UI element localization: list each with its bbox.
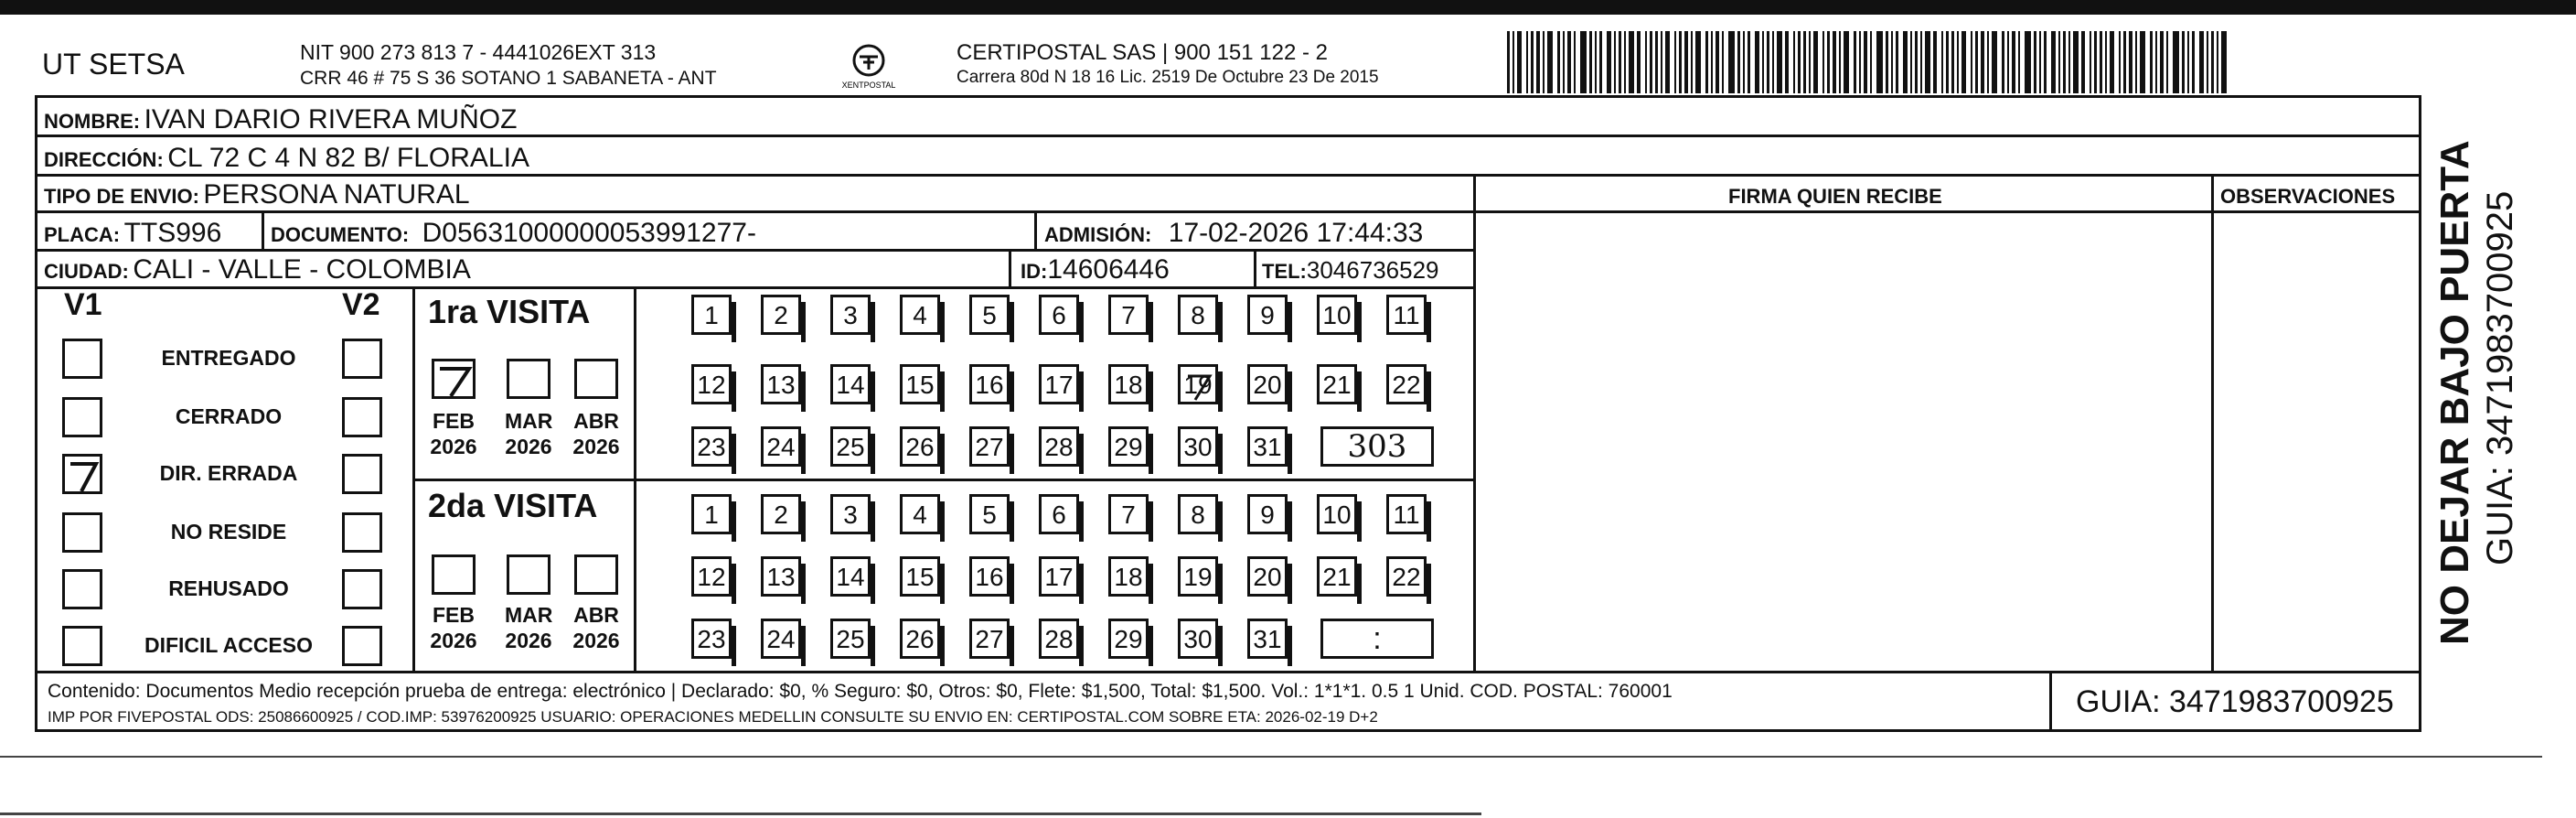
tipo-envio-label: TIPO DE ENVIO: bbox=[44, 185, 199, 208]
barcode-bar bbox=[1531, 31, 1534, 93]
second-visit-day-box[interactable]: 27 bbox=[969, 619, 1010, 659]
barcode-bar bbox=[1567, 31, 1571, 93]
first-visit-day-box[interactable]: 23 bbox=[691, 426, 732, 467]
barcode-bar bbox=[1526, 31, 1528, 93]
admision-value: 17-02-2026 17:44:33 bbox=[1168, 218, 1424, 248]
barcode-bar bbox=[1981, 31, 1984, 93]
barcode-bar bbox=[1517, 31, 1522, 93]
barcode-bar bbox=[1762, 31, 1764, 93]
barcode-bar bbox=[1920, 31, 1922, 93]
v2-checkbox[interactable] bbox=[342, 397, 382, 437]
second-visit-day-box[interactable]: 2 bbox=[761, 494, 801, 534]
barcode-bar bbox=[1711, 31, 1713, 93]
status-option-label: REHUSADO bbox=[168, 576, 289, 600]
direccion-value: CL 72 C 4 N 82 B/ FLORALIA bbox=[167, 143, 529, 173]
second-visit-month-label bbox=[572, 602, 620, 653]
barcode-bar bbox=[1512, 31, 1514, 93]
first-visit-day-box[interactable]: 19 bbox=[1178, 364, 1218, 404]
month-year: 2026 bbox=[430, 435, 477, 458]
barcode-bar bbox=[2018, 31, 2020, 93]
barcode-bar bbox=[2051, 31, 2056, 93]
v1-label: V1 bbox=[64, 287, 102, 322]
id-label: ID: bbox=[1021, 260, 1048, 283]
footer-imp-line: IMP POR FIVEPOSTAL ODS: 25086600925 / COD.IMP: 53976200925 USUARIO: OPERACIONES MEDELLIN CONSULTE SU ENVIO EN: CERTIPOSTAL.COM SOBRE ETA: 2026-02-19 D+2 bbox=[48, 708, 1378, 726]
tel-cell bbox=[1262, 256, 1439, 285]
documento-value: D05631000000053991277- bbox=[422, 218, 756, 248]
first-visit-day-box[interactable]: 25 bbox=[830, 426, 871, 467]
barcode-bar bbox=[1547, 31, 1553, 93]
v2-checkbox[interactable] bbox=[342, 626, 382, 666]
barcode-bar bbox=[1755, 31, 1759, 93]
barcode-bar bbox=[1674, 31, 1676, 93]
status-option-label: DIFICIL ACCESO bbox=[144, 633, 313, 657]
second-visit-time-box[interactable]: : bbox=[1320, 619, 1434, 659]
second-visit-day-box[interactable]: 1 bbox=[691, 494, 732, 534]
first-visit-day-box[interactable]: 24 bbox=[761, 426, 801, 467]
barcode-bar bbox=[1772, 31, 1774, 93]
barcode-bar bbox=[1987, 31, 1989, 93]
v1-checkbox[interactable] bbox=[62, 339, 102, 379]
tipo-envio-value: PERSONA NATURAL bbox=[203, 179, 470, 210]
first-visit-day-box[interactable]: 20 bbox=[1247, 364, 1288, 404]
barcode-bar bbox=[2007, 31, 2009, 93]
first-visit-month-checkbox[interactable] bbox=[574, 359, 618, 399]
first-visit-day-box[interactable]: 3 bbox=[830, 295, 871, 335]
second-visit-day-box[interactable]: 16 bbox=[969, 556, 1010, 597]
v2-label: V2 bbox=[342, 287, 380, 322]
barcode-bar bbox=[2166, 31, 2168, 93]
month-name: ABR bbox=[573, 409, 619, 433]
license-line: Carrera 80d N 18 16 Lic. 2519 De Octubre 23 De 2015 bbox=[957, 68, 1379, 87]
barcode-bar bbox=[1599, 31, 1602, 93]
bottom-edge-line bbox=[0, 813, 1481, 815]
tel-value: 3046736529 bbox=[1306, 256, 1439, 284]
barcode-bar bbox=[1961, 31, 1966, 93]
second-visit-day-box[interactable]: 19 bbox=[1178, 556, 1218, 597]
barcode-bar bbox=[1536, 31, 1540, 93]
first-visit-label: 1ra VISITA bbox=[428, 293, 591, 330]
first-visit-day-box[interactable]: 18 bbox=[1108, 364, 1149, 404]
first-visit-day-box[interactable]: 10 bbox=[1317, 295, 1357, 335]
first-visit-month-label bbox=[430, 408, 477, 459]
certipostal-line: CERTIPOSTAL SAS | 900 151 122 - 2 bbox=[957, 40, 1328, 65]
status-option-label: ENTREGADO bbox=[161, 346, 296, 370]
check-mark-icon bbox=[65, 457, 102, 493]
barcode-bar bbox=[1743, 31, 1745, 93]
barcode-bar bbox=[2034, 31, 2036, 93]
barcode-bar bbox=[1864, 31, 1867, 93]
first-visit-day-box[interactable]: 11 bbox=[1386, 295, 1427, 335]
v1-checkbox[interactable] bbox=[62, 512, 102, 553]
barcode-bar bbox=[1655, 31, 1658, 93]
second-visit-day-box[interactable]: 9 bbox=[1247, 494, 1288, 534]
second-visit-month-label bbox=[505, 602, 552, 653]
first-visit-day-box[interactable]: 4 bbox=[900, 295, 940, 335]
placa-label: PLACA: bbox=[44, 223, 121, 246]
tel-label: TEL: bbox=[1262, 260, 1307, 283]
barcode-bar bbox=[1910, 31, 1912, 93]
barcode-bar bbox=[1957, 31, 1959, 93]
barcode-bar bbox=[2135, 31, 2137, 93]
barcode-bar bbox=[1507, 31, 1510, 93]
placa-cell bbox=[44, 218, 221, 249]
month-name: ABR bbox=[573, 603, 619, 627]
first-visit-month-checkbox[interactable] bbox=[507, 359, 550, 399]
barcode-bar bbox=[1886, 31, 1888, 93]
barcode-bar bbox=[1645, 31, 1647, 93]
second-visit-month-checkbox[interactable] bbox=[507, 554, 550, 595]
second-visit-day-box[interactable]: 23 bbox=[691, 619, 732, 659]
ciudad-value: CALI - VALLE - COLOMBIA bbox=[133, 254, 471, 285]
barcode-bar bbox=[1971, 31, 1972, 93]
first-visit-day-box[interactable]: 30 bbox=[1178, 426, 1218, 467]
barcode-bar bbox=[1975, 31, 1978, 93]
second-visit-day-box[interactable]: 30 bbox=[1178, 619, 1218, 659]
documento-label: DOCUMENTO: bbox=[271, 223, 410, 246]
first-visit-day-box[interactable]: 7 bbox=[1108, 295, 1149, 335]
v1-checkbox[interactable] bbox=[62, 626, 102, 666]
month-year: 2026 bbox=[505, 435, 552, 458]
second-visit-day-box[interactable]: 20 bbox=[1247, 556, 1288, 597]
second-visit-month-checkbox[interactable] bbox=[574, 554, 618, 595]
barcode-bar bbox=[2094, 31, 2097, 93]
second-visit-day-box[interactable]: 15 bbox=[900, 556, 940, 597]
barcode-bar bbox=[2002, 31, 2004, 93]
first-visit-month-checkbox[interactable] bbox=[432, 359, 476, 399]
second-visit-day-box[interactable]: 14 bbox=[830, 556, 871, 597]
barcode-bar bbox=[1903, 31, 1908, 93]
barcode-bar bbox=[1619, 31, 1621, 93]
barcode-bar bbox=[1813, 31, 1818, 93]
second-visit-day-box[interactable]: 28 bbox=[1039, 619, 1079, 659]
barcode-bar bbox=[1870, 31, 1872, 93]
first-visit-day-box[interactable]: 28 bbox=[1039, 426, 1079, 467]
barcode-bar bbox=[2044, 31, 2047, 93]
second-visit-day-box[interactable]: 18 bbox=[1108, 556, 1149, 597]
v1-checkbox[interactable] bbox=[62, 569, 102, 609]
first-visit-day-box[interactable]: 22 bbox=[1386, 364, 1427, 404]
barcode-bar bbox=[2105, 31, 2107, 93]
second-visit-day-box[interactable]: 8 bbox=[1178, 494, 1218, 534]
barcode-bar bbox=[2187, 31, 2189, 93]
barcode-bar bbox=[1946, 31, 1949, 93]
nombre-row bbox=[44, 104, 517, 135]
id-cell bbox=[1021, 254, 1170, 285]
day-mark-icon bbox=[1182, 369, 1215, 402]
second-visit-day-box[interactable]: 4 bbox=[900, 494, 940, 534]
barcode-bar bbox=[1614, 31, 1616, 93]
placa-value: TTS996 bbox=[123, 218, 222, 248]
barcode-bar bbox=[2173, 31, 2179, 93]
barcode-bar bbox=[2207, 31, 2208, 93]
first-visit-day-box[interactable]: 21 bbox=[1317, 364, 1357, 404]
first-visit-day-box[interactable]: 27 bbox=[969, 426, 1010, 467]
barcode-bar bbox=[2063, 31, 2066, 93]
barcode-bar bbox=[2119, 31, 2121, 93]
barcode-bar bbox=[2090, 31, 2091, 93]
barcode-bar bbox=[1589, 31, 1592, 93]
barcode-bar bbox=[2068, 31, 2070, 93]
first-visit-time-box[interactable]: 303 bbox=[1320, 426, 1434, 467]
barcode-bar bbox=[1933, 31, 1937, 93]
barcode-bar bbox=[2012, 31, 2015, 93]
barcode-bar bbox=[2192, 31, 2195, 93]
barcode-bar bbox=[1607, 31, 1611, 93]
barcode-bar bbox=[2140, 31, 2145, 93]
footer-guia: GUIA: 3471983700925 bbox=[2076, 684, 2394, 719]
barcode-bar bbox=[1716, 31, 1719, 93]
first-visit-day-box[interactable]: 12 bbox=[691, 364, 732, 404]
barcode-bar bbox=[1803, 31, 1806, 93]
barcode-bar bbox=[1722, 31, 1724, 93]
barcode-bar bbox=[1951, 31, 1954, 93]
firma-label: FIRMA QUIEN RECIBE bbox=[1728, 185, 1942, 208]
second-visit-day-box[interactable]: 13 bbox=[761, 556, 801, 597]
second-visit-day-box[interactable]: 10 bbox=[1317, 494, 1357, 534]
barcode-bar bbox=[1580, 31, 1587, 93]
first-visit-day-box[interactable]: 15 bbox=[900, 364, 940, 404]
second-visit-day-box[interactable]: 31 bbox=[1247, 619, 1288, 659]
barcode-bar bbox=[2123, 31, 2126, 93]
side-guia: GUIA: 3471983700925 bbox=[2480, 190, 2520, 565]
nit-line: NIT 900 273 813 7 - 4441026EXT 313 bbox=[300, 40, 657, 64]
month-name: MAR bbox=[505, 409, 553, 433]
status-option-label: NO RESIDE bbox=[170, 520, 287, 544]
barcode-bar bbox=[2160, 31, 2164, 93]
barcode-bar bbox=[1891, 31, 1893, 93]
first-visit-day-box[interactable]: 1 bbox=[691, 295, 732, 335]
month-name: MAR bbox=[505, 603, 553, 627]
barcode-bar bbox=[1684, 31, 1688, 93]
first-visit-day-box[interactable]: 17 bbox=[1039, 364, 1079, 404]
first-visit-day-box[interactable]: 2 bbox=[761, 295, 801, 335]
barcode-bar bbox=[1543, 31, 1545, 93]
top-black-bar bbox=[0, 0, 2576, 15]
second-visit-day-box[interactable]: 3 bbox=[830, 494, 871, 534]
barcode-bar bbox=[1728, 31, 1735, 93]
second-visit-month-checkbox[interactable] bbox=[432, 554, 476, 595]
barcode-bar bbox=[1992, 31, 1997, 93]
barcode-bar bbox=[1844, 31, 1849, 93]
status-option-label: CERRADO bbox=[175, 404, 283, 428]
barcode-bar bbox=[1833, 31, 1836, 93]
nombre-value: IVAN DARIO RIVERA MUÑOZ bbox=[144, 104, 518, 135]
barcode-bar bbox=[2211, 31, 2214, 93]
barcode-bar bbox=[1737, 31, 1740, 93]
v2-checkbox[interactable] bbox=[342, 454, 382, 494]
first-visit-day-box[interactable]: 8 bbox=[1178, 295, 1218, 335]
barcode-bar bbox=[1798, 31, 1801, 93]
direccion-row bbox=[44, 143, 529, 174]
barcode-bar bbox=[1665, 31, 1670, 93]
barcode-bar bbox=[1941, 31, 1943, 93]
check-mark-icon bbox=[434, 361, 475, 398]
first-visit-day-box[interactable]: 5 bbox=[969, 295, 1010, 335]
barcode-bar bbox=[1785, 31, 1789, 93]
second-visit-day-box[interactable]: 17 bbox=[1039, 556, 1079, 597]
barcode-bar bbox=[1691, 31, 1693, 93]
second-visit-month-label bbox=[430, 602, 477, 653]
barcode-bar bbox=[1809, 31, 1811, 93]
second-visit-day-box[interactable]: 26 bbox=[900, 619, 940, 659]
barcode bbox=[1507, 31, 2239, 93]
v1-checkbox[interactable] bbox=[62, 397, 102, 437]
first-visit-day-box[interactable]: 31 bbox=[1247, 426, 1288, 467]
v2-checkbox[interactable] bbox=[342, 512, 382, 553]
barcode-bar bbox=[1624, 31, 1626, 93]
barcode-bar bbox=[2100, 31, 2102, 93]
barcode-bar bbox=[2150, 31, 2153, 93]
first-visit-day-box[interactable]: 16 bbox=[969, 364, 1010, 404]
barcode-bar bbox=[2025, 31, 2031, 93]
v1-checkbox[interactable] bbox=[62, 454, 102, 494]
barcode-bar bbox=[1827, 31, 1830, 93]
barcode-bar bbox=[2073, 31, 2079, 93]
barcode-bar bbox=[1925, 31, 1930, 93]
barcode-bar bbox=[1915, 31, 1918, 93]
barcode-bar bbox=[1896, 31, 1898, 93]
barcode-bar bbox=[1777, 31, 1782, 93]
barcode-bar bbox=[2129, 31, 2132, 93]
direccion-label: DIRECCIÓN: bbox=[44, 148, 164, 171]
barcode-bar bbox=[1595, 31, 1597, 93]
barcode-bar bbox=[1629, 31, 1634, 93]
first-visit-day-box[interactable]: 26 bbox=[900, 426, 940, 467]
barcode-bar bbox=[1854, 31, 1856, 93]
barcode-bar bbox=[1661, 31, 1662, 93]
admision-cell bbox=[1044, 218, 1423, 249]
barcode-bar bbox=[1767, 31, 1769, 93]
ciudad-label: CIUDAD: bbox=[44, 260, 129, 283]
second-visit-label: 2da VISITA bbox=[428, 487, 598, 524]
month-year: 2026 bbox=[505, 629, 552, 652]
barcode-bar bbox=[2081, 31, 2085, 93]
month-year: 2026 bbox=[430, 629, 477, 652]
barcode-bar bbox=[1793, 31, 1795, 93]
address-line: CRR 46 # 75 S 36 SOTANO 1 SABANETA - ANT bbox=[300, 68, 717, 89]
first-visit-day-box[interactable]: 29 bbox=[1108, 426, 1149, 467]
second-visit-day-box[interactable]: 22 bbox=[1386, 556, 1427, 597]
second-visit-day-box[interactable]: 21 bbox=[1317, 556, 1357, 597]
second-visit-day-box[interactable]: 6 bbox=[1039, 494, 1079, 534]
barcode-bar bbox=[1557, 31, 1560, 93]
barcode-bar bbox=[2058, 31, 2060, 93]
first-visit-month-label bbox=[572, 408, 620, 459]
barcode-bar bbox=[1876, 31, 1883, 93]
logo-text: XENTPOSTAL bbox=[841, 81, 896, 90]
second-visit-day-box[interactable]: 25 bbox=[830, 619, 871, 659]
month-year: 2026 bbox=[572, 435, 620, 458]
v2-checkbox[interactable] bbox=[342, 569, 382, 609]
barcode-bar bbox=[1748, 31, 1750, 93]
second-visit-day-box[interactable]: 7 bbox=[1108, 494, 1149, 534]
status-option-label: DIR. ERRADA bbox=[159, 461, 298, 485]
certipostal-logo bbox=[841, 40, 896, 95]
ciudad-cell bbox=[44, 254, 471, 285]
barcode-bar bbox=[2221, 31, 2227, 93]
first-visit-day-box[interactable]: 9 bbox=[1247, 295, 1288, 335]
first-visit-month-label bbox=[505, 408, 552, 459]
barcode-bar bbox=[2182, 31, 2185, 93]
barcode-bar bbox=[1695, 31, 1701, 93]
barcode-bar bbox=[1637, 31, 1641, 93]
second-visit-day-box[interactable]: 12 bbox=[691, 556, 732, 597]
barcode-bar bbox=[1705, 31, 1708, 93]
first-visit-day-box[interactable]: 13 bbox=[761, 364, 801, 404]
tipo-envio-row bbox=[44, 179, 470, 210]
month-name: FEB bbox=[433, 603, 475, 627]
barcode-bar bbox=[1822, 31, 1824, 93]
first-visit-day-box[interactable]: 6 bbox=[1039, 295, 1079, 335]
barcode-bar bbox=[1563, 31, 1565, 93]
nombre-label: NOMBRE: bbox=[44, 110, 141, 133]
second-visit-day-box[interactable]: 24 bbox=[761, 619, 801, 659]
barcode-bar bbox=[2039, 31, 2041, 93]
footer-content-line: Contenido: Documentos Medio recepción prueba de entrega: electrónico | Declarado: $0, % Seguro: $0, Otros: $0, Flete: $1,500, Total: $1,500. Vol.: 1*1*1. 0.5 1 Unid. COD. POSTAL: 760001 bbox=[48, 681, 1673, 702]
admision-label: ADMISIÓN: bbox=[1044, 223, 1152, 246]
id-value: 14606446 bbox=[1047, 254, 1170, 285]
first-visit-day-box[interactable]: 14 bbox=[830, 364, 871, 404]
barcode-bar bbox=[1679, 31, 1682, 93]
second-visit-day-box[interactable]: 29 bbox=[1108, 619, 1149, 659]
observaciones-label: OBSERVACIONES bbox=[2220, 185, 2396, 208]
month-name: FEB bbox=[433, 409, 475, 433]
barcode-bar bbox=[1859, 31, 1861, 93]
barcode-bar bbox=[2155, 31, 2157, 93]
barcode-bar bbox=[2199, 31, 2204, 93]
v2-checkbox[interactable] bbox=[342, 339, 382, 379]
second-visit-day-box[interactable]: 11 bbox=[1386, 494, 1427, 534]
documento-cell bbox=[271, 218, 756, 249]
bottom-divider bbox=[0, 756, 2542, 758]
barcode-bar bbox=[1574, 31, 1576, 93]
barcode-bar bbox=[2217, 31, 2218, 93]
second-visit-day-box[interactable]: 5 bbox=[969, 494, 1010, 534]
barcode-bar bbox=[1839, 31, 1841, 93]
barcode-bar bbox=[1650, 31, 1652, 93]
month-year: 2026 bbox=[572, 629, 620, 652]
barcode-bar bbox=[2110, 31, 2114, 93]
no-dejar-bajo-puerta: NO DEJAR BAJO PUERTA bbox=[2432, 140, 2477, 645]
company-name: UT SETSA bbox=[42, 48, 185, 81]
